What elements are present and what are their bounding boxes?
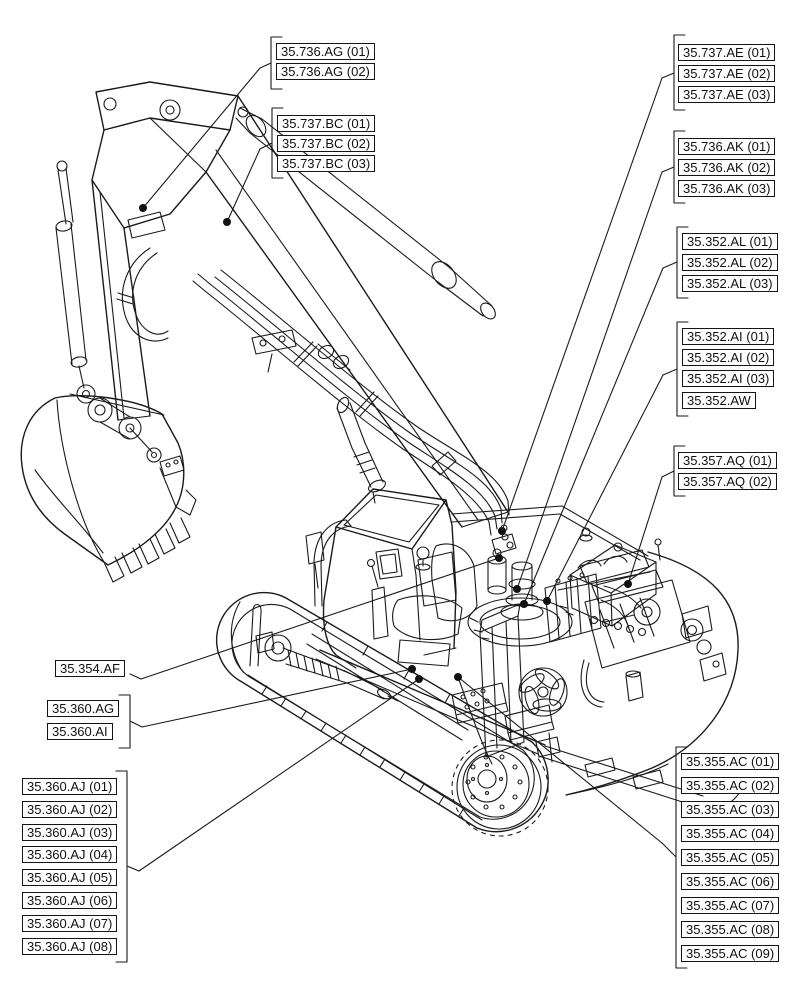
cab [306, 396, 477, 668]
callout-35.352.AL-03[interactable]: 35.352.AL (03) [682, 275, 778, 292]
callout-35.360.AJ-06[interactable]: 35.360.AJ (06) [22, 892, 117, 909]
callout-35.736.AG-02[interactable]: 35.736.AG (02) [276, 63, 375, 80]
callout-35.736.AK-01[interactable]: 35.736.AK (01) [678, 138, 775, 155]
callout-35.360.AG[interactable]: 35.360.AG [47, 700, 119, 717]
callout-35.360.AI[interactable]: 35.360.AI [47, 723, 113, 740]
callout-35.737.BC-03[interactable]: 35.737.BC (03) [277, 155, 375, 172]
callout-35.736.AG-01[interactable]: 35.736.AG (01) [276, 43, 375, 60]
callout-dot [495, 554, 503, 562]
callout-dot [543, 597, 551, 605]
callout-35.354.AF[interactable]: 35.354.AF [55, 660, 125, 677]
callout-35.737.BC-02[interactable]: 35.737.BC (02) [277, 135, 375, 152]
callout-35.360.AJ-02[interactable]: 35.360.AJ (02) [22, 801, 117, 818]
undercarriage [217, 593, 741, 836]
callout-35.352.AI-01[interactable]: 35.352.AI (01) [682, 328, 774, 345]
callout-35.355.AC-07[interactable]: 35.355.AC (07) [681, 897, 779, 914]
callout-35.355.AC-03[interactable]: 35.355.AC (03) [681, 801, 779, 818]
callout-dot [408, 665, 416, 673]
callout-35.737.AE-03[interactable]: 35.737.AE (03) [678, 86, 775, 103]
callout-35.355.AC-06[interactable]: 35.355.AC (06) [681, 873, 779, 890]
callout-35.360.AJ-05[interactable]: 35.360.AJ (05) [22, 869, 117, 886]
callout-35.355.AC-05[interactable]: 35.355.AC (05) [681, 849, 779, 866]
arm-and-bucket [21, 161, 196, 582]
callout-35.736.AK-03[interactable]: 35.736.AK (03) [678, 180, 775, 197]
upper-structure [316, 506, 738, 795]
callout-35.736.AK-02[interactable]: 35.736.AK (02) [678, 159, 775, 176]
callout-dot [498, 527, 506, 535]
callout-35.360.AJ-03[interactable]: 35.360.AJ (03) [22, 824, 117, 841]
callout-dot [139, 204, 147, 212]
callout-35.352.AL-01[interactable]: 35.352.AL (01) [682, 233, 778, 250]
callout-35.737.BC-01[interactable]: 35.737.BC (01) [277, 115, 375, 132]
callout-dot [223, 218, 231, 226]
callout-dot [454, 673, 462, 681]
callout-35.737.AE-01[interactable]: 35.737.AE (01) [678, 44, 775, 61]
callout-35.355.AC-02[interactable]: 35.355.AC (02) [681, 777, 779, 794]
boom-hoses [193, 270, 513, 548]
callout-35.360.AJ-07[interactable]: 35.360.AJ (07) [22, 915, 117, 932]
callout-35.352.AI-03[interactable]: 35.352.AI (03) [682, 370, 774, 387]
callout-35.360.AJ-01[interactable]: 35.360.AJ (01) [22, 778, 117, 795]
callout-dot [415, 675, 423, 683]
callout-dot [624, 580, 632, 588]
callout-35.357.AQ-02[interactable]: 35.357.AQ (02) [678, 473, 777, 490]
leader-lines [116, 35, 688, 968]
callout-35.357.AQ-01[interactable]: 35.357.AQ (01) [678, 452, 777, 469]
callout-35.352.AL-02[interactable]: 35.352.AL (02) [682, 254, 778, 271]
callout-dot [520, 600, 528, 608]
callout-35.355.AC-01[interactable]: 35.355.AC (01) [681, 753, 779, 770]
callout-dot [513, 585, 521, 593]
callout-35.360.AJ-08[interactable]: 35.360.AJ (08) [22, 938, 117, 955]
callout-35.360.AJ-04[interactable]: 35.360.AJ (04) [22, 846, 117, 863]
callout-35.737.AE-02[interactable]: 35.737.AE (02) [678, 65, 775, 82]
callout-35.355.AC-08[interactable]: 35.355.AC (08) [681, 921, 779, 938]
callout-35.355.AC-04[interactable]: 35.355.AC (04) [681, 825, 779, 842]
callout-35.352.AW[interactable]: 35.352.AW [682, 392, 756, 409]
callout-35.355.AC-09[interactable]: 35.355.AC (09) [681, 945, 779, 962]
callout-35.352.AI-02[interactable]: 35.352.AI (02) [682, 349, 774, 366]
